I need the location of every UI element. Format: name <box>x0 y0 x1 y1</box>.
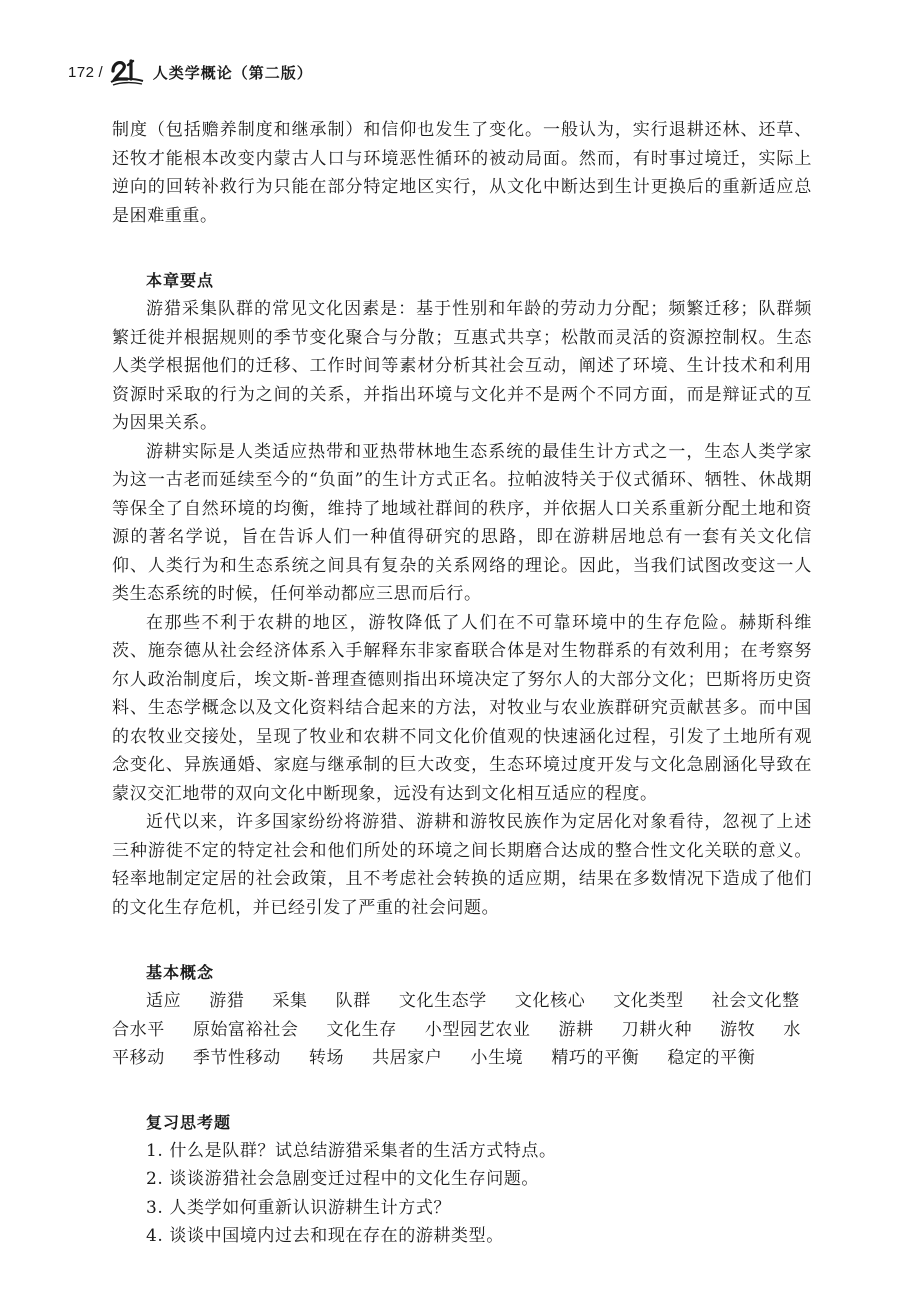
concept-term: 原始富裕社会 <box>192 1019 299 1040</box>
chapter-points-heading: 本章要点 <box>146 271 215 290</box>
basic-concepts-heading: 基本概念 <box>146 963 215 982</box>
review-questions-heading: 复习思考题 <box>146 1112 232 1132</box>
concept-term: 稳定的平衡 <box>667 1048 756 1068</box>
page-number: 172 <box>68 63 95 81</box>
review-question: 3. 人类学如何重新认识游耕生计方式？ <box>146 1197 452 1218</box>
chapter-paragraph: 游猎采集队群的常见文化因素是：基于性别和年龄的劳动力分配；频繁迁移；队群频繁迁徙并根据规则的季节变化聚合与分散；互惠式共享；松散而灵活的资源控制权。生态人类学根据他们的迁移、工作时间等素材分析其社会互动，阐述了环境、生计技术和利用资源时采取的行为之间的关系，并指出环境与文化并不是两个不同方面，而是辩证式的互为因果关系。 <box>112 299 812 433</box>
chapter-paragraph: 近代以来，许多国家纷纷将游猎、游耕和游牧民族作为定居化对象看待，忽视了上述三种游徙不定的特定社会和他们所处的环境之间长期磨合达成的整合性文化关联的意义。轻率地制定定居的社会政策，且不考虑社会转换的适应期，结果在多数情况下造成了他们的文化生存危机，并已经引发了严重的社会问题。 <box>112 812 812 918</box>
concept-term: 适应 <box>146 991 182 1011</box>
concept-term: 刀耕火种 <box>621 1019 693 1040</box>
concept-term: 文化类型 <box>613 991 684 1011</box>
concept-term: 游耕 <box>558 1019 594 1040</box>
review-question: 4. 谈谈中国境内过去和现在存在的游耕类型。 <box>146 1226 504 1246</box>
page-header <box>68 52 313 92</box>
concept-term: 小型园艺农业 <box>424 1019 531 1040</box>
concept-term: 水平移动 <box>112 1019 801 1068</box>
concept-term: 采集 <box>272 991 308 1011</box>
concept-term: 精巧的平衡 <box>551 1048 640 1068</box>
concept-term: 小生境 <box>470 1048 524 1068</box>
concept-term: 文化核心 <box>514 991 586 1011</box>
review-question: 1. 什么是队群？试总结游猎采集者的生活方式特点。 <box>146 1140 557 1161</box>
concept-term: 季节性移动 <box>192 1048 281 1068</box>
book-title: 人类学概论（第二版） <box>152 63 313 82</box>
header-separator: / <box>98 63 103 81</box>
concept-term: 共居家户 <box>372 1048 443 1068</box>
intro-paragraph: 制度（包括赡养制度和继承制）和信仰也发生了变化。一般认为，实行退耕还林、还草、还牧才能根本改变内蒙古人口与环境恶性循环的被动局面。然而，有时事过境迁，实际上逆向的回转补救行为只能在部分特定地区实行，从文化中断达到生计更换后的重新适应总是困难重重。 <box>112 120 812 226</box>
concept-term: 游牧 <box>720 1019 756 1040</box>
concept-list <box>112 987 812 1073</box>
review-question: 2. 谈谈游猎社会急剧变迁过程中的文化生存问题。 <box>146 1169 540 1189</box>
concept-term: 文化生态学 <box>398 991 487 1011</box>
concept-term: 队群 <box>335 991 371 1011</box>
concept-term: 文化生存 <box>326 1019 397 1040</box>
chapter-paragraph: 在那些不利于农耕的地区，游牧降低了人们在不可靠环境中的生存危险。赫斯科维茨、施奈德从社会经济体系入手解释东非家畜联合体是对生物群系的有效利用；在考察努尔人政治制度后，埃文斯-普理查德则指出环境决定了努尔人的大部分文化；巴斯将历史资料、生态学概念以及文化资料结合起来的方法，对牧业与农业族群研究贡献甚多。而中国的农牧业交接处，呈现了牧业和农耕不同文化价值观的快速涵化过程，引发了土地所有观念变化、异族通婚、家庭与继承制的巨大改变，生态环境过度开发与文化急剧涵化导致在蒙汉交汇地带的双向文化中断现象，远没有达到文化相互适应的程度。 <box>112 612 812 804</box>
book-series-logo-icon <box>109 57 145 87</box>
concept-term: 社会文化整合水平 <box>112 991 800 1040</box>
concept-term: 转场 <box>308 1048 345 1068</box>
page-body <box>112 116 812 1251</box>
concept-term: 游猎 <box>209 991 245 1011</box>
chapter-paragraph: 游耕实际是人类适应热带和亚热带林地生态系统的最佳生计方式之一，生态人类学家为这一古老而延续至今的“负面”的生计方式正名。拉帕波特关于仪式循环、牺牲、休战期等保全了自然环境的均衡，维持了地域社群间的秩序，并依据人口关系重新分配土地和资源的著名学说，旨在告诉人们一种值得研究的思路，即在游耕居地总有一套有关文化信仰、人类行为和生态系统之间具有复杂的关系网络的理论。因此，当我们试图改变这一人类生态系统的时候，任何举动都应三思而后行。 <box>112 441 812 604</box>
